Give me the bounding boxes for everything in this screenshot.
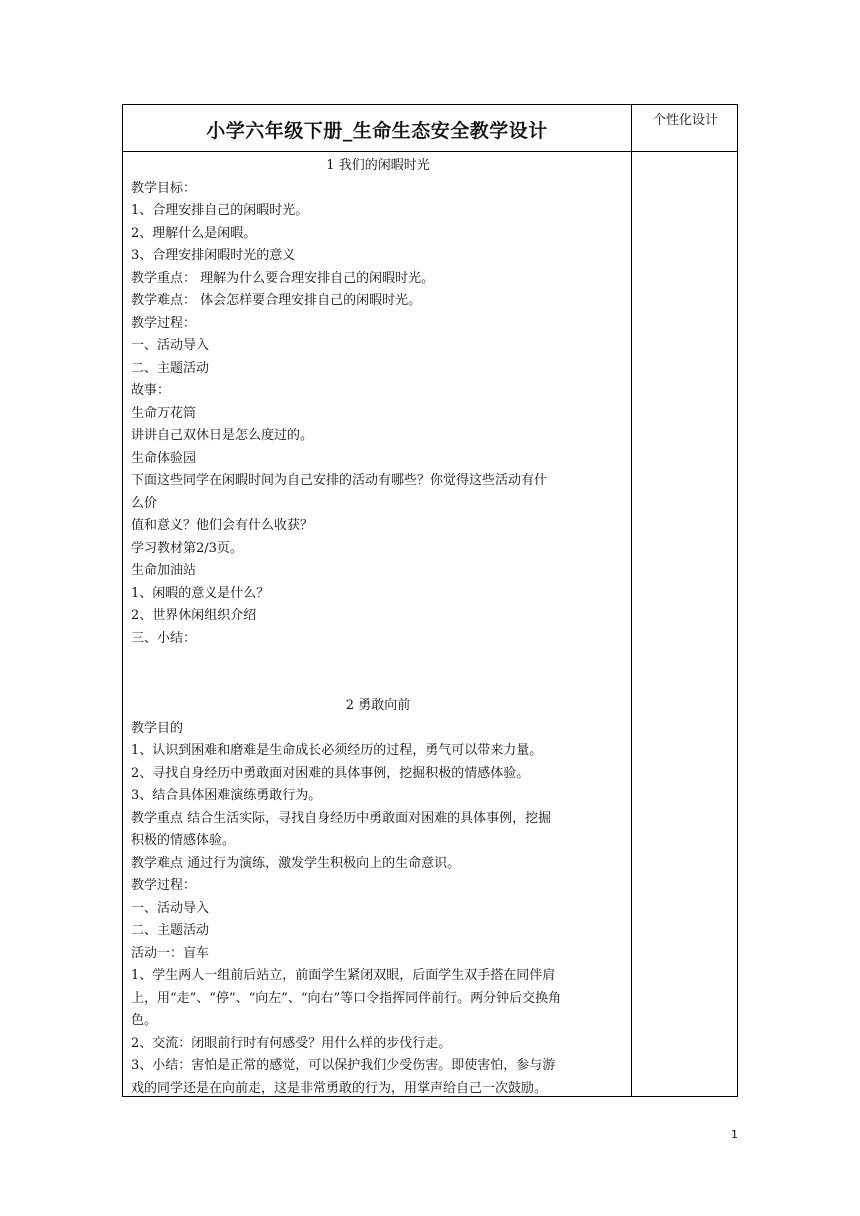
text-line: 下面这些同学在闲暇时间为自己安排的活动有哪些？你觉得这些活动有什 — [131, 473, 548, 488]
personalized-design-header: 个性化设计 — [652, 113, 718, 128]
column-divider — [631, 105, 632, 1096]
text-line: 学习教材第2/3页。 — [131, 540, 243, 556]
document-title: 小学六年级下册_生命生态安全教学设计 — [206, 119, 548, 142]
text-line: 么价 — [131, 495, 158, 511]
text-line: 教学过程： — [131, 315, 197, 331]
lesson1-heading: 1 我们的闲暇时光 — [326, 158, 430, 173]
text-line: 1、合理安排自己的闲暇时光。 — [131, 203, 309, 218]
text-line: 一、活动导入 — [131, 338, 210, 353]
text-line: 讲讲自己双休日是怎么度过的。 — [131, 428, 314, 443]
text-line: 积极的情感体验。 — [131, 833, 236, 848]
text-line: 值和意义？他们会有什么收获？ — [131, 518, 314, 533]
lesson-plan-table — [122, 104, 738, 1097]
text-line: 故事： — [131, 383, 171, 398]
page-number: 1 — [731, 1128, 738, 1141]
text-line: 生命加油站 — [131, 563, 197, 578]
text-line: 教学过程： — [131, 878, 197, 893]
text-line: 一、活动导入 — [131, 900, 210, 916]
text-line: 教学难点 通过行为演练，激发学生积极向上的生命意识。 — [131, 855, 461, 871]
text-line: 3、合理安排闲暇时光的意义 — [131, 248, 296, 263]
text-line: 上，用“走”、“停”、“向左”、“向右”等口令指挥同伴前行。两分钟后交换角 — [131, 990, 562, 1006]
text-line: 2、世界休闲组织介绍 — [131, 608, 257, 623]
text-line: 教学目标： — [131, 180, 197, 196]
text-line: 教学难点： 体会怎样要合理安排自己的闲暇时光。 — [131, 293, 422, 308]
text-line: 活动一：盲车 — [131, 945, 210, 961]
text-line: 教学目的 — [131, 720, 184, 736]
text-line: 1、闲暇的意义是什么？ — [131, 585, 270, 601]
lesson1-body — [131, 178, 625, 651]
lesson2-heading: 2 勇敢向前 — [345, 698, 411, 713]
text-line: 3、小结：害怕是正常的感觉，可以保护我们少受伤害。即使害怕，参与游 — [131, 1058, 556, 1073]
text-line: 教学重点： 理解为什么要合理安排自己的闲暇时光。 — [131, 270, 435, 286]
text-line: 二、主题活动 — [131, 360, 210, 376]
text-line: 二、主题活动 — [131, 923, 210, 938]
text-line: 1、学生两人一组前后站立，前面学生紧闭双眼，后面学生双手搭在同伴肩 — [131, 968, 556, 983]
spacer — [131, 650, 625, 673]
text-line: 2、交流：闭眼前行时有何感受？用什么样的步伐行走。 — [131, 1035, 452, 1051]
text-line: 教学重点 结合生活实际，寻找自身经历中勇敢面对困难的具体事例，挖掘 — [131, 810, 552, 826]
text-line: 三、小结： — [131, 630, 197, 646]
text-line: 色。 — [131, 1013, 158, 1028]
text-line: 1、认识到困难和磨难是生命成长必须经历的过程，勇气可以带来力量。 — [131, 743, 543, 758]
text-line: 生命体验园 — [131, 450, 197, 466]
lesson-content-cell — [131, 155, 625, 1100]
header-row-divider — [123, 151, 737, 152]
spacer — [131, 673, 625, 696]
text-line: 2、寻找自身经历中勇敢面对困难的具体事例，挖掘积极的情感体验。 — [131, 765, 530, 781]
text-line: 3、结合具体困难演练勇敢行为。 — [131, 788, 322, 803]
text-line: 戏的同学还是在向前走，这是非常勇敢的行为，用掌声给自己一次鼓励。 — [131, 1080, 548, 1096]
text-line: 2、理解什么是闲暇。 — [131, 225, 257, 241]
text-line: 生命万花筒 — [131, 405, 197, 421]
lesson2-body — [131, 718, 625, 1101]
